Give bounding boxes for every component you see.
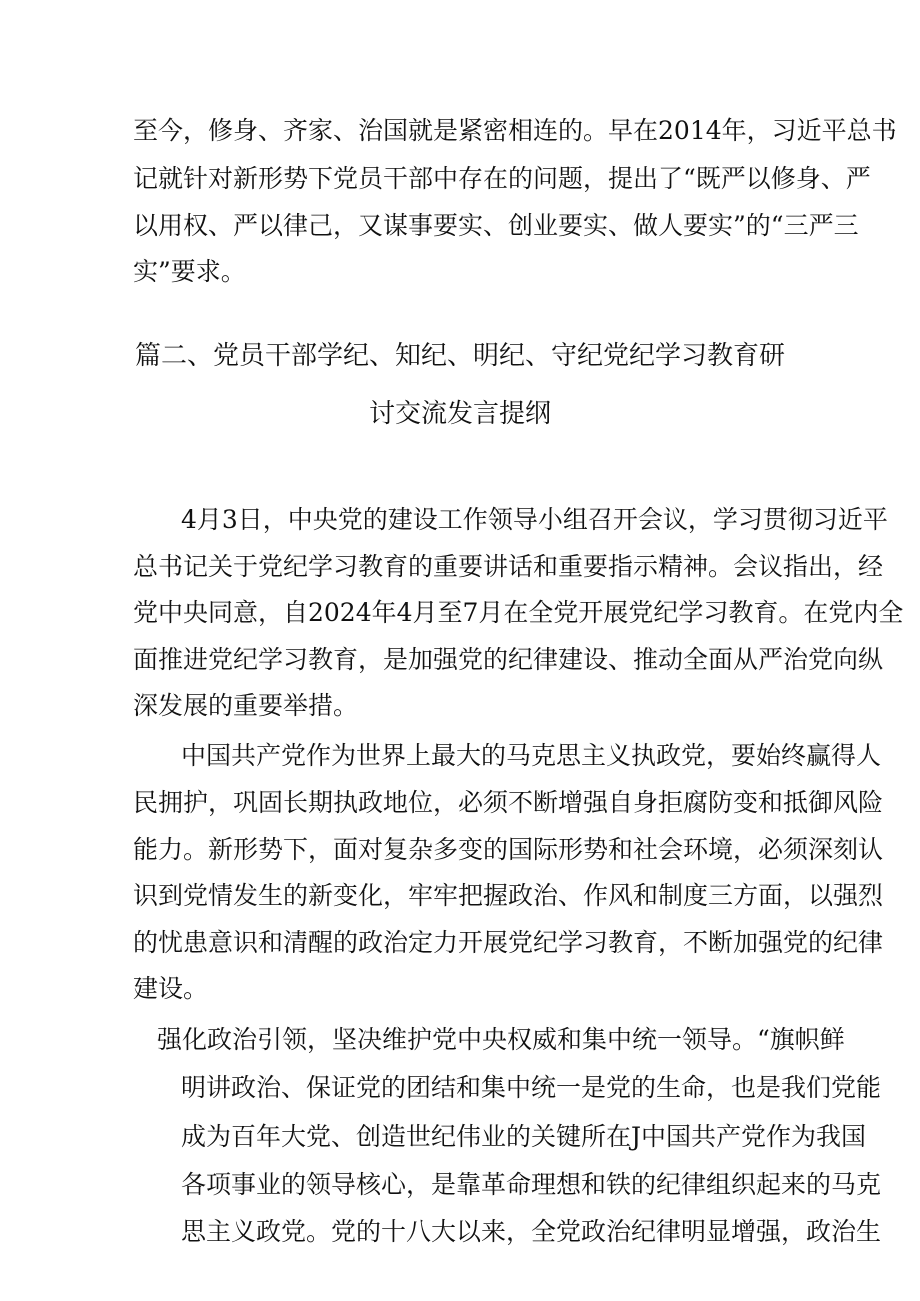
text-line: 实”要求。 xyxy=(133,257,246,286)
text-line: 面推进党纪学习教育，是加强党的纪律建设、推动全面从严治党向纵 xyxy=(133,645,884,674)
text-line: 强化政治引领，坚决维护党中央权威和集中统一领导。“旗帜鲜 xyxy=(157,1025,845,1054)
text-line: 明讲政治、保证党的团结和集中统一是党的生命，也是我们党能 xyxy=(181,1073,882,1102)
text-line: 能力。新形势下，面对复杂多变的国际形势和社会环境，必须深刻认 xyxy=(133,835,884,864)
text-line: 深发展的重要举措。 xyxy=(133,691,359,720)
text-line: 各项事业的领导核心，是靠革命理想和铁的纪律组织起来的马克 xyxy=(181,1170,882,1199)
section-title-line: 篇二、党员干部学纪、知纪、明纪、守纪党纪学习教育研 xyxy=(134,341,785,371)
text-line: 4月3日，中央党的建设工作领导小组召开会议，学习贯彻习近平 xyxy=(181,505,888,534)
text-line: 民拥护，巩固长期执政地位，必须不断增强自身拒腐防变和抵御风险 xyxy=(133,788,884,817)
section-title-line: 讨交流发言提纲 xyxy=(368,399,551,429)
text-line: 记就针对新形势下党员干部中存在的问题，提出了“既严以修身、严 xyxy=(133,164,871,193)
text-line: 以用权、严以律己，又谋事要实、创业要实、做人要实”的“三严三 xyxy=(133,211,859,240)
text-line: 建设。 xyxy=(133,974,209,1003)
text-line: 成为百年大党、创造世纪伟业的关键所在J中国共产党作为我国 xyxy=(181,1122,867,1151)
text-line: 思主义政党。党的十八大以来，全党政治纪律明显增强，政治生 xyxy=(181,1217,882,1246)
text-line: 中国共产党作为世界上最大的马克思主义执政党，要始终赢得人 xyxy=(181,741,882,770)
text-line: 识到党情发生的新变化，牢牢把握政治、作风和制度三方面，以强烈 xyxy=(133,881,884,910)
text-line: 至今，修身、齐家、治国就是紧密相连的。早在2014年，习近平总书 xyxy=(133,116,897,145)
text-line: 的忧患意识和清醒的政治定力开展党纪学习教育，不断加强党的纪律 xyxy=(133,928,884,957)
text-line: 总书记关于党纪学习教育的重要讲话和重要指示精神。会议指出，经 xyxy=(133,552,884,581)
text-line: 党中央同意，自2024年4月至7月在全党开展党纪学习教育。在党内全 xyxy=(133,598,904,627)
